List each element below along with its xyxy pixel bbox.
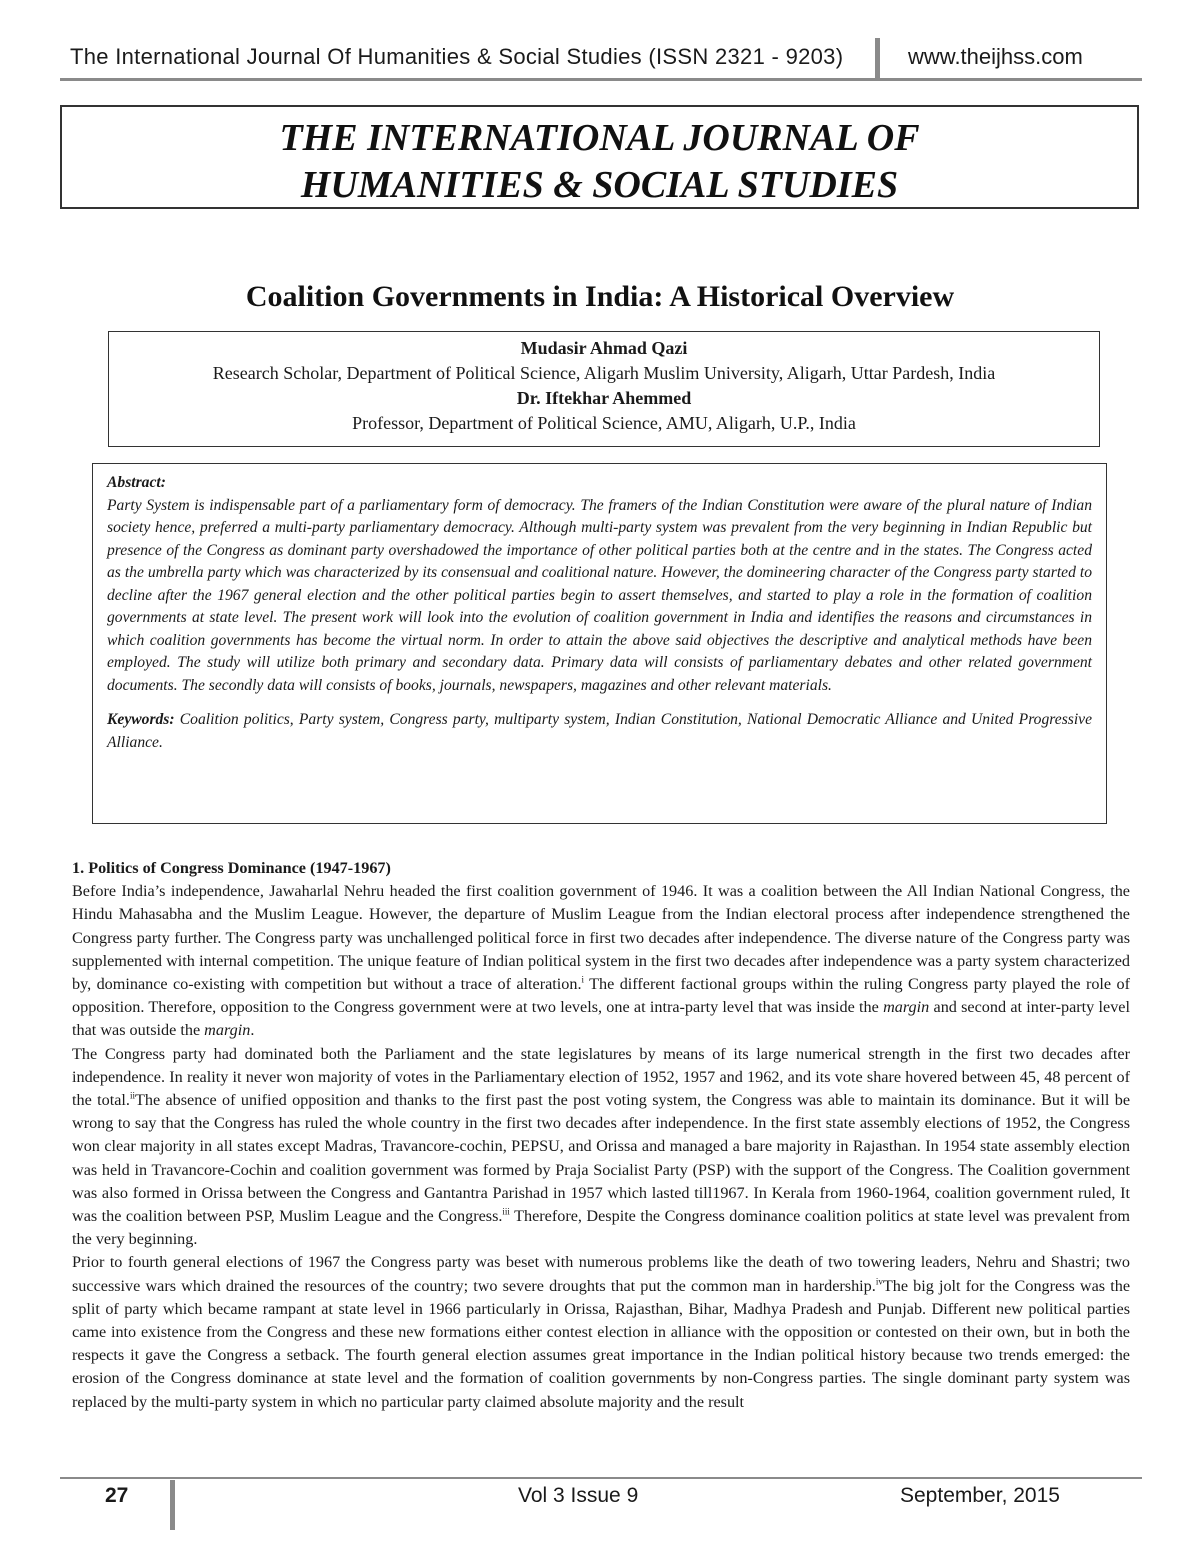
keywords-label: Keywords: [107, 711, 175, 728]
paragraph-3-text-b: The big jolt for the Congress was the split of party which became rampant at state level in 1966 particularly in Orissa, Rajasthan, Bihar, Madhya Pradesh and Punjab. Different new political parties came into existence from the Congress and these new formations either contest election in alliance with the opposition or contested on their own, but in both the respects it gave the Congress a setback. The fourth general election assumes great importance in the Indian political history because two trends emerged: the erosion of the Congress dominance at state level and the formation of coalition governments by non-Congress parties. The single dominant party system was replaced by the multi-party system in which no particular party claimed absolute majority and the result [72, 1276, 1131, 1411]
journal-title-line-1: THE INTERNATIONAL JOURNAL OF [279, 117, 920, 159]
volume-issue: Vol 3 Issue 9 [518, 1484, 639, 1507]
footer-rule [60, 1477, 1142, 1479]
footnote-ref-3[interactable]: iii [502, 1206, 510, 1217]
header-divider [875, 38, 880, 78]
page-number: 27 [105, 1484, 129, 1507]
emphasis-margin-1: margin [883, 998, 930, 1017]
running-header-website: www.theijhss.com [908, 44, 1083, 69]
paragraph-2-text-c: Therefore, Despite the Congress dominance coalition politics at state level was prevalent from the very beginning. [72, 1207, 1130, 1249]
author-affiliation-1: Research Scholar, Department of Political Science, Aligarh Muslim University, Aligarh, Uttar Pardesh, India [212, 363, 996, 383]
author-name-2: Dr. Iftekhar Ahemmed [516, 388, 692, 408]
footnote-ref-4[interactable]: iv [875, 1276, 883, 1287]
footer-divider [170, 1480, 175, 1530]
paragraph-1 [72, 880, 1130, 1042]
abstract-label: Abstract: [107, 474, 166, 491]
keywords [107, 709, 1092, 754]
paragraph-1-text-c: and second at inter-party level that was outside the [72, 998, 1130, 1040]
header-rule [60, 78, 1142, 81]
body-text [72, 857, 1130, 1414]
journal-title-box [60, 105, 1139, 209]
paragraph-1-text-d: . [250, 1021, 255, 1040]
journal-title-line-2: HUMANITIES & SOCIAL STUDIES [300, 164, 899, 206]
abstract-block [92, 463, 1107, 824]
paragraph-2 [72, 1043, 1130, 1252]
footnote-ref-1[interactable]: i [581, 974, 585, 985]
paper-title: Coalition Governments in India: A Historical Overview [245, 280, 955, 313]
paragraph-3-text-a: Prior to fourth general elections of 1967 the Congress party was beset with numerous problems like the death of two towering leaders, Nehru and Shastri; two successive wars which drained the resources of the country; two severe droughts that put the common man in hardership. [72, 1253, 1130, 1295]
author-name-1: Mudasir Ahmad Qazi [520, 338, 688, 358]
paragraph-1-text-a: Before India’s independence, Jawaharlal Nehru headed the first coalition government of 1946. It was a coalition between the All Indian National Congress, the Hindu Mahasabha and the Muslim League. However, the departure of Muslim League from the Indian electoral process after independence strengthened the Congress party further. The Congress party was unchallenged political force in first two decades after independence. The diverse nature of the Congress party was supplemented with internal competition. The unique feature of Indian political system in the first two decades after independence was a party system characterized by, dominance co-existing with competition but without a trace of alteration. [72, 882, 1130, 994]
footnote-ref-2[interactable]: ii [129, 1090, 135, 1101]
journal-title [62, 115, 1137, 209]
paragraph-3 [72, 1251, 1130, 1413]
running-header-journal: The International Journal Of Humanities & Social Studies (ISSN 2321 - 9203) [70, 44, 844, 69]
publication-date: September, 2015 [900, 1484, 1060, 1507]
author-block [108, 331, 1100, 447]
section-heading: 1. Politics of Congress Dominance (1947-1967) [72, 859, 391, 877]
abstract-text: Party System is indispensable part of a parliamentary form of democracy. The framers of the Indian Constitution were aware of the plural nature of Indian society hence, preferred a multi-party parliamentary democracy. Although multi-party system was prevalent from the very beginning in Indian Republic but presence of the Congress as dominant party overshadowed the importance of other political parties both at the centre and in the states. The Congress acted as the umbrella party which was characterized by its consensual and coalitional nature. However, the domineering character of the Congress party started to decline after the 1967 general election and the other political parties begin to assert themselves, and started to play a role in the formation of coalition governments at state level. The present work will look into the evolution of coalition government in India and identifies the reasons and circumstances in which coalition governments has become the virtual norm. In order to attain the above said objectives the descriptive and analytical methods have been employed. The study will utilize both primary and secondary data. Primary data will consists of parliamentary debates and other related government documents. The secondly data will consists of books, journals, newspapers, magazines and other relevant materials. [107, 496, 1092, 694]
emphasis-margin-2: margin [204, 1021, 251, 1040]
paragraph-1-text-b: The different factional groups within the ruling Congress party played the role of opposition. Therefore, opposition to the Congress government were at two levels, one at intra-party level that was inside the [72, 975, 1130, 1017]
paragraph-2-text-a: The Congress party had dominated both the Parliament and the state legislatures by means of its large numerical strength in the first two decades after independence. In reality it never won majority of votes in the Parliamentary election of 1952, 1957 and 1962, and its vote share hovered between 45, 48 percent of the total. [72, 1044, 1130, 1110]
paragraph-2-text-b: The absence of unified opposition and thanks to the first past the post voting system, the Congress was able to maintain its dominance. But it will be wrong to say that the Congress has ruled the whole country in the first two decades after independence. In the first state assembly elections of 1952, the Congress won clear majority in all states except Madras, Travancore-cochin, PEPSU, and Orissa and managed a bare majority in Rajasthan. In 1954 state assembly election was held in Travancore-Cochin and coalition government was formed by Praja Socialist Party (PSP) with the support of the Congress. The Coalition government was also formed in Orissa between the Congress and Gantantra Parishad in 1957 which lasted till1967. In Kerala from 1960-1964, coalition government ruled, It was the coalition between PSP, Muslim League and the Congress. [72, 1091, 1131, 1226]
keywords-text: Coalition politics, Party system, Congress party, multiparty system, Indian Constitution, National Democratic Alliance and United Progressive Alliance. [107, 711, 1093, 751]
author-affiliation-2: Professor, Department of Political Science, AMU, Aligarh, U.P., India [352, 413, 856, 433]
